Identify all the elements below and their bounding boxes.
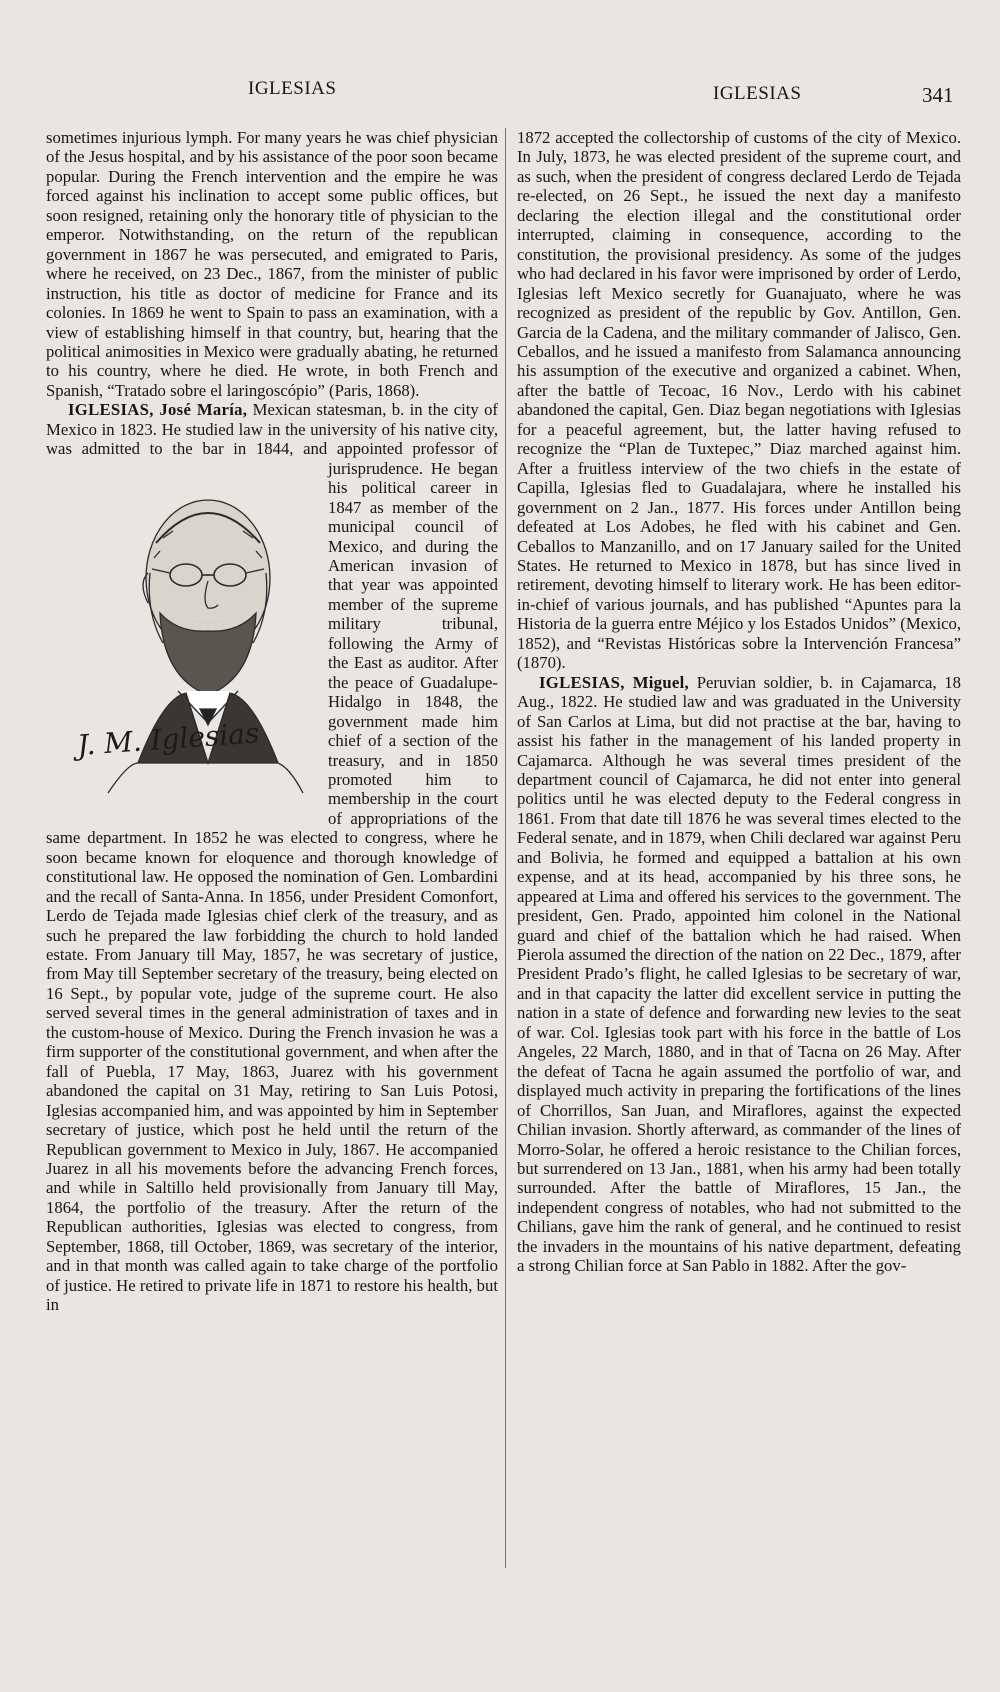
entry-body-continued: risprudence. He began his political career in 1847 as member of the municipal council of Mexico, and during the American invasion of that year was appointed member of the supreme military tribunal, following the Army of the East as auditor. After the peace of Guadalupe-Hidalgo in 1848, the government made him chief of a section of the treasury, and in 1850 promoted him to membership in the court of appropriations of the same department. In 1852 he was elected to congress, where he soon became known for eloquence and thorough knowledge of constitutional law. He opposed the nomination of Gen. Lombardini and the recall of Santa-Anna. In 1856, under President Comonfort, Lerdo de Tejada made Iglesias chief clerk of the treasury, and as such he prepared the law forbidding the church to hold landed estate. From January till May, 1857, he was secretary of justice, from May till September secretary of the treasury, being elected on 16 Sept., by popular vote, judge of the supreme court. He also served several times in the general administration of taxes and in the custom-house of Mexico. During the French invasion he was a firm supporter of the constitutional government, and when after the fall of Puebla, 17 May, 1863, Juarez with his government abandoned the capital on 31 May, retiring to San Luis Potosi, Iglesias accompanied him, and was appointed by him in September secretary of justice, which post he held until the return of the Republican government to Mexico in July, 1867. He accompanied Juarez in all his movements before the advancing French forces, and while in Saltillo held provisionally from January till May, 1864, the portfolio of the treasury. After the return of the Republican authorities, Iglesias was elected to congress, from September, 1868, till October, 1869, was secretary of the interior, and in that month was called again to take charge of the portfolio of justice. He retired to private life in 1871 to restore his health, but in xyxy=(46,458,498,1315)
paragraph-continued: sometimes injurious lymph. For many years he was chief physician of the Jesus hospital, and by his assistance of the poor soon became popular. During the French intervention and the empire he was forced against his inclination to accept some public offices, but soon resigned, retaining only the honorary title of physician to the emperor. Notwithstanding, on the return of the republican government in 1867 he was persecuted, and emigrated to Paris, where he received, on 23 Dec., 1867, from the minister of public instruction, his title as doctor of medicine for France and its colonies. In 1869 he went to Spain to pass an examination, with a view of establishing himself in that country, but, hearing that the political animosities in Mexico were gradually abating, he returned to his country, where he died. He wrote, in both French and Spanish, “Tratado sobre el laringoscópio” (Paris, 1868). xyxy=(46,128,498,400)
entry-jose-maria-iglesias xyxy=(46,400,498,1314)
page-number: 341 xyxy=(922,83,954,107)
entry-body: Peruvian soldier, b. in Cajamarca, 18 Aug., 1822. He studied law and was graduated in the University of San Carlos at Lima, but did not practise at the bar, having to assist his father in the management of his landed property in Cajamarca. Although he was several times president of the department council of Cajamarca, he did not enter into general politics until he was elected deputy to the Federal congress in 1861. From that date till 1876 he was several times elected to the Federal senate, and in 1879, when Chili declared war against Peru and Bolivia, he formed and equipped a battalion at his own expense, and at its head, accompanied by his three sons, he appeared at Lima and offered his services to the government. The president, Gen. Prado, appointed him colonel in the National guard and chief of the battalion which he had raised. When Pierola assumed the direction of the nation on 22 Dec., 1879, after President Prado’s flight, he called Iglesias to be secretary of war, and in that capacity the latter did excellent service in putting the nation in a state of defence and forwarding new levies to the seat of war. Col. Iglesias took part with his force in the battle of Los Angeles, 22 March, 1880, and in that of Tacna on 26 May. After the defeat of Tacna he again assumed the portfolio of war, and displayed much activity in preparing the fortifications of the lines of Chorrillos, San Juan, and Miraflores, against the expected Chilian invasion. Shortly afterward, as commander of the lines of Morro-Solar, he offered a heroic resistance to the Chilian forces, but surrendered on 13 Jan., 1881, when his army had been totally surrounded. After the battle of Miraflores, 15 Jan., the independent congress of notables, who had not submitted to the Chilians, gave him the rank of general, and he continued to resist the invaders in the mountains of his native department, defeating a strong Chilian force at San Pablo in 1882. After the gov- xyxy=(517,672,961,1276)
column-divider xyxy=(505,128,506,1568)
signature: J. M. Iglesias xyxy=(76,716,261,762)
right-column xyxy=(517,128,961,1276)
entry-headword: IGLESIAS, José María, xyxy=(68,400,248,420)
running-head-right: IGLESIAS xyxy=(713,83,802,104)
running-head-left: IGLESIAS xyxy=(248,78,337,99)
portrait-engraving xyxy=(46,463,316,813)
left-column xyxy=(46,128,498,1315)
entry-miguel-iglesias xyxy=(517,673,961,1276)
entry-body-start: Mexican statesman, b. in the city of Mexico in 1823. He studied law in the university of his native city, was admitted to the bar in 1844, and appointed professor of ju xyxy=(46,400,498,478)
entry-headword: IGLESIAS, Miguel, xyxy=(539,672,690,692)
paragraph-continued: 1872 accepted the collectorship of customs of the city of Mexico. In July, 1873, he was elected president of the supreme court, and as such, when the president of congress declared Lerdo de Tejada re-elected, on 26 Sept., he issued the next day a manifesto declaring the election illegal and the constitutional order interrupted, claiming in consequence, according to the constitution, the provisional presidency. As some of the judges who had declared in his favor were imprisoned by order of Lerdo, Iglesias left Mexico secretly for Guanajuato, where he was recognized as president of the republic by Gov. Antillon, Gen. Garcia de la Cadena, and the military commander of Jalisco, Gen. Ceballos, and he issued a manifesto from Salamanca announcing his assumption of the executive and organized a cabinet. When, after the battle of Tecoac, 16 Nov., Lerdo with his cabinet abandoned the capital, Gen. Diaz began negotiations with Iglesias for a peaceful agreement, but, the latter having refused to recognize the “Plan de Tuxtepec,” Diaz marched against him. After a fruitless interview of the two chiefs in the estate of Capilla, Iglesias fled to Guadalajara, where he installed his government on 2 Jan., 1877. His forces under Antillon being defeated at Los Adobes, he fled with his cabinet and Gen. Ceballos to Manzanillo, and on 17 January sailed for the United States. He returned to Mexico in 1878, but has since lived in retirement, devoting himself to literary work. He has been editor-in-chief of various journals, and has published “Apuntes para la Historia de la guerra entre Méjico y los Estados Unidos” (Mexico, 1852), and “Revistas Históricas sobre la Intervención Francesa” (1870). xyxy=(517,128,961,673)
portrait-illustration xyxy=(68,463,338,813)
